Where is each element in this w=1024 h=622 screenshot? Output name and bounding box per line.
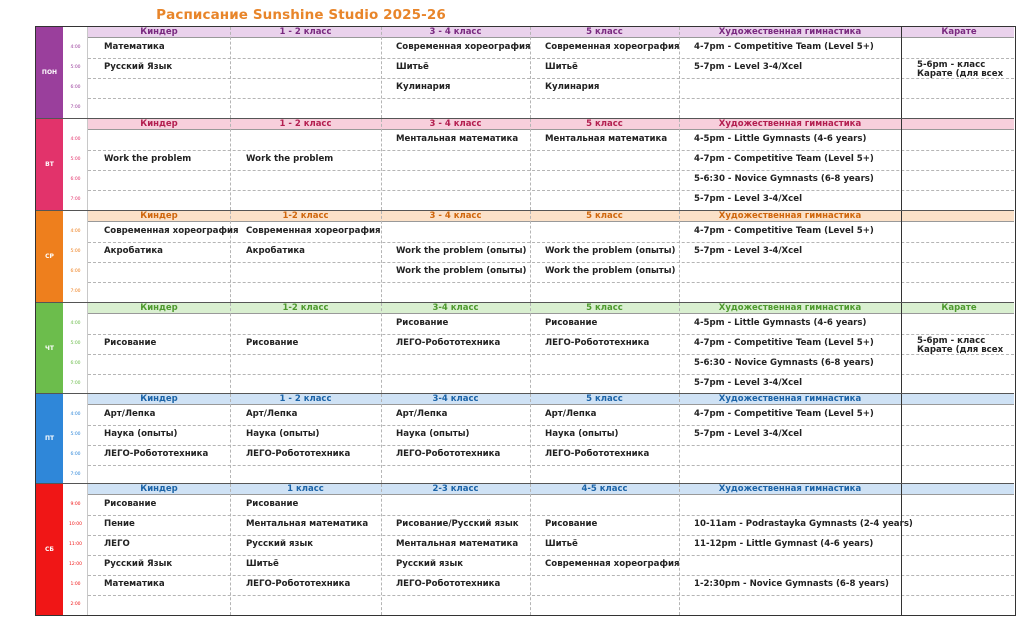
- column-divider: [230, 211, 231, 302]
- class-entry: Русский Язык: [104, 559, 173, 569]
- day-label: ЧТ: [36, 303, 63, 393]
- column-header: 1 - 2 класс: [279, 119, 332, 129]
- column-header: Художественная гимнастика: [718, 27, 862, 37]
- column-divider: [679, 119, 680, 210]
- time-column: [63, 211, 88, 302]
- time-column: [63, 119, 88, 210]
- class-entry: Work the problem: [104, 154, 192, 164]
- column-header: [901, 394, 1017, 404]
- column-header: [901, 119, 1017, 129]
- column-header: 1 - 2 класс: [279, 27, 332, 37]
- class-entry: Рисование: [246, 338, 299, 348]
- karate-entry: 5-6pm - класс Карате (для всех: [917, 336, 1004, 355]
- class-entry: Рисование: [545, 318, 598, 328]
- class-entry: Наука (опыты): [104, 429, 178, 439]
- column-header: Киндер: [140, 119, 178, 129]
- day-label: ВТ: [36, 119, 63, 210]
- column-header: 1 - 2 класс: [279, 394, 332, 404]
- time-slot: 7:00: [70, 289, 81, 294]
- class-entry: ЛЕГО-Робототехника: [246, 579, 351, 589]
- column-header: 5 класс: [586, 119, 623, 129]
- class-entry: Современная хореография: [545, 42, 680, 52]
- column-divider: [901, 303, 902, 393]
- class-entry: 4-7pm - Competitive Team (Level 5+): [694, 409, 874, 419]
- time-slot: 1:00: [70, 582, 81, 587]
- column-divider: [381, 119, 382, 210]
- class-entry: Акробатика: [246, 246, 305, 256]
- class-entry: 5-7pm - Level 3-4/Xcel: [694, 429, 803, 439]
- time-slot: 7:00: [70, 105, 81, 110]
- row-divider: [88, 465, 1014, 466]
- class-entry: 1-2:30pm - Novice Gymnasts (6-8 years): [694, 579, 889, 589]
- column-divider: [679, 484, 680, 615]
- day-header-row: [88, 484, 1014, 495]
- day-header-row: [88, 211, 1014, 222]
- column-divider: [901, 27, 902, 118]
- class-entry: Современная хореография: [246, 226, 381, 236]
- column-header: Киндер: [140, 27, 178, 37]
- class-entry: 4-7pm - Competitive Team (Level 5+): [694, 338, 874, 348]
- schedule-title: Расписание Sunshine Studio 2025-26: [156, 7, 446, 23]
- time-slot: 4:00: [70, 321, 81, 326]
- class-entry: Шитьё: [545, 539, 578, 549]
- column-header: 5 класс: [586, 303, 623, 313]
- column-divider: [381, 27, 382, 118]
- class-entry: Акробатика: [104, 246, 163, 256]
- class-entry: Ментальная математика: [246, 519, 369, 529]
- time-slot: 6:00: [70, 452, 81, 457]
- class-entry: Арт/Лепка: [396, 409, 448, 419]
- row-divider: [88, 425, 1014, 426]
- column-divider: [381, 394, 382, 483]
- column-divider: [230, 484, 231, 615]
- time-column: [63, 484, 88, 615]
- column-divider: [230, 303, 231, 393]
- class-entry: 4-7pm - Competitive Team (Level 5+): [694, 154, 874, 164]
- column-divider: [530, 211, 531, 302]
- column-header: 5 класс: [586, 27, 623, 37]
- class-entry: ЛЕГО-Робототехника: [396, 338, 501, 348]
- time-slot: 6:00: [70, 269, 81, 274]
- row-divider: [88, 190, 1014, 191]
- column-divider: [901, 119, 902, 210]
- column-divider: [679, 303, 680, 393]
- class-entry: Шитьё: [246, 559, 279, 569]
- class-entry: Арт/Лепка: [246, 409, 298, 419]
- time-column: [63, 27, 88, 118]
- column-divider: [901, 394, 902, 483]
- class-entry: Work the problem (опыты): [396, 246, 527, 256]
- time-slot: 11:00: [69, 542, 82, 547]
- row-divider: [88, 575, 1014, 576]
- day-header-row: [88, 303, 1014, 314]
- row-divider: [88, 242, 1014, 243]
- column-header: [901, 211, 1017, 221]
- class-entry: Современная хореография: [104, 226, 239, 236]
- class-entry: 5-6:30 - Novice Gymnasts (6-8 years): [694, 358, 874, 368]
- column-divider: [530, 484, 531, 615]
- class-entry: Кулинария: [545, 82, 600, 92]
- column-divider: [530, 119, 531, 210]
- time-slot: 5:00: [70, 249, 81, 254]
- column-header: [901, 484, 1017, 494]
- column-divider: [679, 211, 680, 302]
- day-section-3: [36, 210, 1014, 302]
- class-entry: Наука (опыты): [246, 429, 320, 439]
- class-entry: 5-7pm - Level 3-4/Xcel: [694, 194, 803, 204]
- time-slot: 10:00: [69, 522, 82, 527]
- class-entry: Шитьё: [396, 62, 429, 72]
- time-slot: 4:00: [70, 137, 81, 142]
- class-entry: Арт/Лепка: [104, 409, 156, 419]
- column-divider: [230, 27, 231, 118]
- time-slot: 6:00: [70, 361, 81, 366]
- time-slot: 6:00: [70, 85, 81, 90]
- class-entry: ЛЕГО-Робототехника: [545, 449, 650, 459]
- class-entry: Наука (опыты): [545, 429, 619, 439]
- time-slot: 6:00: [70, 177, 81, 182]
- class-entry: Рисование: [104, 499, 157, 509]
- class-entry: ЛЕГО-Робототехника: [104, 449, 209, 459]
- day-label: ПТ: [36, 394, 63, 483]
- time-slot: 5:00: [70, 65, 81, 70]
- day-section-5: [36, 393, 1014, 483]
- class-entry: Work the problem (опыты): [545, 266, 676, 276]
- class-entry: 5-7pm - Level 3-4/Xcel: [694, 378, 803, 388]
- day-header-row: [88, 394, 1014, 405]
- day-section-4: [36, 302, 1014, 393]
- column-header: Карате: [941, 303, 977, 313]
- class-entry: Кулинария: [396, 82, 451, 92]
- column-divider: [679, 394, 680, 483]
- column-divider: [381, 484, 382, 615]
- row-divider: [88, 98, 1014, 99]
- day-header-row: [88, 27, 1014, 38]
- column-header: 3 - 4 класс: [429, 211, 482, 221]
- column-divider: [381, 211, 382, 302]
- row-divider: [88, 262, 1014, 263]
- row-divider: [88, 595, 1014, 596]
- class-entry: Наука (опыты): [396, 429, 470, 439]
- class-entry: 5-7pm - Level 3-4/Xcel: [694, 62, 803, 72]
- class-entry: Рисование: [246, 499, 299, 509]
- class-entry: 5-6:30 - Novice Gymnasts (6-8 years): [694, 174, 874, 184]
- class-entry: Work the problem (опыты): [545, 246, 676, 256]
- class-entry: 11-12pm - Little Gymnast (4-6 years): [694, 539, 874, 549]
- day-header-row: [88, 119, 1014, 130]
- row-divider: [88, 535, 1014, 536]
- day-label: СР: [36, 211, 63, 302]
- day-section-1: [36, 27, 1014, 118]
- column-header: 5 класс: [586, 211, 623, 221]
- class-entry: ЛЕГО-Робототехника: [396, 579, 501, 589]
- column-divider: [530, 394, 531, 483]
- time-slot: 7:00: [70, 472, 81, 477]
- column-header: Киндер: [140, 394, 178, 404]
- column-divider: [679, 27, 680, 118]
- time-slot: 4:00: [70, 412, 81, 417]
- row-divider: [88, 374, 1014, 375]
- class-entry: Рисование: [545, 519, 598, 529]
- column-header: 3 - 4 класс: [429, 119, 482, 129]
- class-entry: 10-11am - Podrastayka Gymnasts (2-4 years): [694, 519, 913, 529]
- column-header: 1 класс: [287, 484, 324, 494]
- class-entry: 4-7pm - Competitive Team (Level 5+): [694, 226, 874, 236]
- class-entry: Ментальная математика: [396, 134, 519, 144]
- class-entry: Work the problem: [246, 154, 334, 164]
- column-header: Художественная гимнастика: [718, 484, 862, 494]
- row-divider: [88, 58, 1014, 59]
- time-slot: 9:00: [70, 502, 81, 507]
- column-header: 1-2 класс: [282, 211, 329, 221]
- class-entry: ЛЕГО-Робототехника: [545, 338, 650, 348]
- class-entry: Русский Язык: [104, 62, 173, 72]
- class-entry: Пение: [104, 519, 135, 529]
- row-divider: [88, 515, 1014, 516]
- class-entry: ЛЕГО-Робототехника: [246, 449, 351, 459]
- class-entry: Work the problem (опыты): [396, 266, 527, 276]
- column-header: Художественная гимнастика: [718, 211, 862, 221]
- karate-entry: 5-6pm - класс Карате (для всех: [917, 60, 1004, 79]
- column-divider: [530, 303, 531, 393]
- class-entry: Современная хореография: [396, 42, 531, 52]
- row-divider: [88, 334, 1014, 335]
- time-slot: 7:00: [70, 381, 81, 386]
- class-entry: Ментальная математика: [545, 134, 668, 144]
- day-section-2: [36, 118, 1014, 210]
- class-entry: 4-7pm - Competitive Team (Level 5+): [694, 42, 874, 52]
- column-divider: [901, 484, 902, 615]
- time-slot: 4:00: [70, 229, 81, 234]
- class-entry: Шитьё: [545, 62, 578, 72]
- column-header: Художественная гимнастика: [718, 303, 862, 313]
- column-header: 1-2 класс: [282, 303, 329, 313]
- row-divider: [88, 150, 1014, 151]
- row-divider: [88, 282, 1014, 283]
- column-header: Киндер: [140, 484, 178, 494]
- column-header: Карате: [941, 27, 977, 37]
- time-column: [63, 303, 88, 393]
- class-entry: Современная хореография: [545, 559, 680, 569]
- column-header: 2-3 класс: [432, 484, 479, 494]
- time-slot: 5:00: [70, 432, 81, 437]
- class-entry: Русский язык: [396, 559, 464, 569]
- time-slot: 5:00: [70, 157, 81, 162]
- column-header: Киндер: [140, 211, 178, 221]
- column-header: 5 класс: [586, 394, 623, 404]
- class-entry: Математика: [104, 42, 165, 52]
- class-entry: Рисование: [104, 338, 157, 348]
- time-column: [63, 394, 88, 483]
- column-divider: [230, 119, 231, 210]
- row-divider: [88, 445, 1014, 446]
- class-entry: Арт/Лепка: [545, 409, 597, 419]
- column-divider: [901, 211, 902, 302]
- day-section-6: [36, 483, 1014, 615]
- day-label: СБ: [36, 484, 63, 615]
- class-entry: 4-5pm - Little Gymnasts (4-6 years): [694, 134, 867, 144]
- class-entry: ЛЕГО-Робототехника: [396, 449, 501, 459]
- row-divider: [88, 354, 1014, 355]
- class-entry: Рисование/Русский язык: [396, 519, 519, 529]
- column-header: Киндер: [140, 303, 178, 313]
- time-slot: 4:00: [70, 45, 81, 50]
- time-slot: 2:00: [70, 602, 81, 607]
- time-slot: 7:00: [70, 197, 81, 202]
- row-divider: [88, 555, 1014, 556]
- class-entry: 5-7pm - Level 3-4/Xcel: [694, 246, 803, 256]
- column-header: 3 - 4 класс: [429, 27, 482, 37]
- row-divider: [88, 78, 1014, 79]
- class-entry: 4-5pm - Little Gymnasts (4-6 years): [694, 318, 867, 328]
- column-header: Художественная гимнастика: [718, 394, 862, 404]
- column-header: 3-4 класс: [432, 394, 479, 404]
- row-divider: [88, 170, 1014, 171]
- column-divider: [530, 27, 531, 118]
- class-entry: Русский язык: [246, 539, 314, 549]
- column-header: 4-5 класс: [581, 484, 628, 494]
- class-entry: Рисование: [396, 318, 449, 328]
- column-divider: [381, 303, 382, 393]
- day-label: ПОН: [36, 27, 63, 118]
- column-header: Художественная гимнастика: [718, 119, 862, 129]
- class-entry: Математика: [104, 579, 165, 589]
- class-entry: ЛЕГО: [104, 539, 130, 549]
- time-slot: 5:00: [70, 341, 81, 346]
- schedule-table: [35, 26, 1016, 616]
- class-entry: Ментальная математика: [396, 539, 519, 549]
- column-header: 3-4 класс: [432, 303, 479, 313]
- column-divider: [230, 394, 231, 483]
- time-slot: 12:00: [69, 562, 82, 567]
